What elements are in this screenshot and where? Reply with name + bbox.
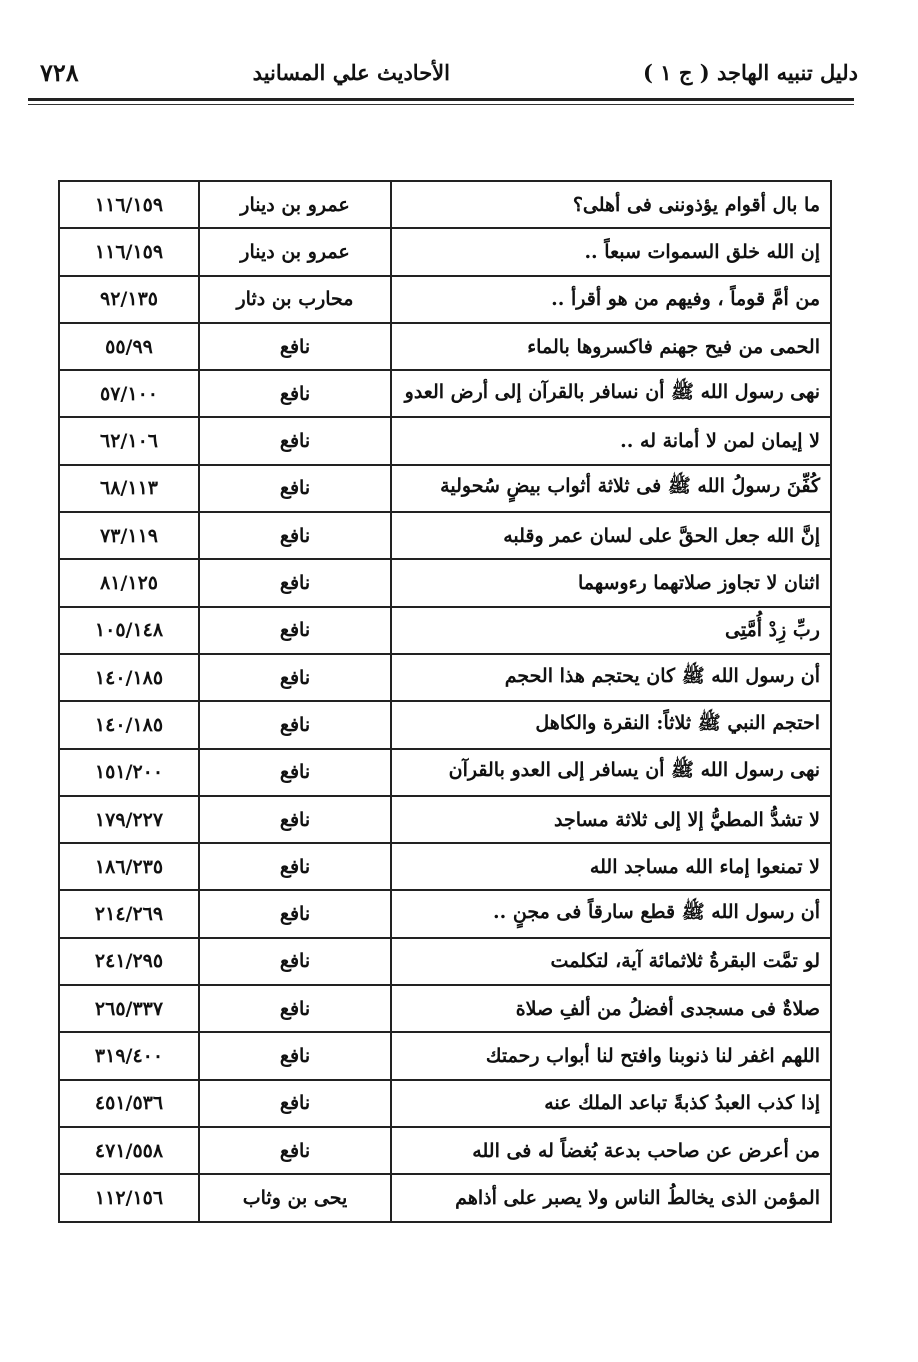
narrator: نافع <box>199 607 391 654</box>
table-row <box>59 607 831 654</box>
hadith-text: لو تمَّت البقرةُ ثلاثمائة آية، لتكلمت <box>391 938 831 985</box>
hadith-text: لا تمنعوا إماء الله مساجد الله <box>391 843 831 890</box>
reference-number: ١٤٠/١٨٥ <box>59 654 199 701</box>
hadith-text: إنَّ الله جعل الحقَّ على لسان عمر وقلبه <box>391 512 831 559</box>
narrator: يحى بن وثاب <box>199 1174 391 1221</box>
hadith-text: صلاةٌ فى مسجدى أفضلُ من ألفِ صلاة <box>391 985 831 1032</box>
reference-number: ٢١٤/٢٦٩ <box>59 890 199 937</box>
reference-number: ١٨٦/٢٣٥ <box>59 843 199 890</box>
table-row <box>59 843 831 890</box>
table-row <box>59 370 831 417</box>
narrator: نافع <box>199 465 391 512</box>
hadith-text: الحمى من فيح جهنم فاكسروها بالماء <box>391 323 831 370</box>
hadith-text: من أعرض عن صاحب بدعة بُغضاً له فى الله <box>391 1127 831 1174</box>
reference-number: ٩٢/١٣٥ <box>59 276 199 323</box>
hadith-text: ربِّ زِدْ أُمَّتِى <box>391 607 831 654</box>
hadith-text: المؤمن الذى يخالطُ الناس ولا يصبر على أذاهم <box>391 1174 831 1221</box>
reference-number: ١١٢/١٥٦ <box>59 1174 199 1221</box>
reference-number: ٣١٩/٤٠٠ <box>59 1032 199 1079</box>
hadith-text: نهى رسول الله ﷺ أن يسافر إلى العدو بالقرآن <box>391 749 831 796</box>
table-row <box>59 890 831 937</box>
table-row <box>59 1127 831 1174</box>
reference-number: ١٧٩/٢٢٧ <box>59 796 199 843</box>
narrator: نافع <box>199 701 391 748</box>
table-row <box>59 796 831 843</box>
header-rule-thick <box>28 98 854 101</box>
table-row <box>59 654 831 701</box>
narrator: نافع <box>199 1127 391 1174</box>
reference-number: ٦٢/١٠٦ <box>59 417 199 464</box>
reference-number: ٢٤١/٢٩٥ <box>59 938 199 985</box>
reference-number: ٦٨/١١٣ <box>59 465 199 512</box>
reference-number: ٨١/١٢٥ <box>59 559 199 606</box>
table-row <box>59 228 831 275</box>
table-row <box>59 465 831 512</box>
reference-number: ١١٦/١٥٩ <box>59 181 199 228</box>
table-row <box>59 985 831 1032</box>
table-row <box>59 323 831 370</box>
narrator: نافع <box>199 512 391 559</box>
table-row <box>59 181 831 228</box>
page-header <box>28 52 858 98</box>
book-title: دليل تنبيه الهاجد ( ج ١ ) <box>643 60 858 85</box>
table-row <box>59 749 831 796</box>
narrator: عمرو بن دينار <box>199 181 391 228</box>
header-rule-thin <box>28 104 854 105</box>
hadith-text: من أمَّ قوماً ، وفيهم من هو أقرأ .. <box>391 276 831 323</box>
reference-number: ٧٣/١١٩ <box>59 512 199 559</box>
narrator: نافع <box>199 370 391 417</box>
table-row <box>59 1080 831 1127</box>
hadith-text: إذا كذب العبدُ كذبةً تباعد الملك عنه <box>391 1080 831 1127</box>
narrator: نافع <box>199 796 391 843</box>
reference-number: ٤٧١/٥٥٨ <box>59 1127 199 1174</box>
table-row <box>59 559 831 606</box>
hadith-index-table <box>58 180 832 1223</box>
narrator: نافع <box>199 843 391 890</box>
narrator: نافع <box>199 654 391 701</box>
table-row <box>59 938 831 985</box>
narrator: عمرو بن دينار <box>199 228 391 275</box>
table-body <box>59 181 831 1222</box>
hadith-text: اللهم اغفر لنا ذنوبنا وافتح لنا أبواب رحمتك <box>391 1032 831 1079</box>
narrator: نافع <box>199 1032 391 1079</box>
reference-number: ٤٥١/٥٣٦ <box>59 1080 199 1127</box>
narrator: نافع <box>199 890 391 937</box>
hadith-text: أن رسول الله ﷺ كان يحتجم هذا الحجم <box>391 654 831 701</box>
narrator: نافع <box>199 559 391 606</box>
section-title: الأحاديث علي المسانيد <box>252 60 450 85</box>
table-row <box>59 701 831 748</box>
hadith-text: لا إيمان لمن لا أمانة له .. <box>391 417 831 464</box>
reference-number: ١٥١/٢٠٠ <box>59 749 199 796</box>
table-row <box>59 1032 831 1079</box>
reference-number: ٥٥/٩٩ <box>59 323 199 370</box>
hadith-text: ما بال أقوام يؤذوننى فى أهلى؟ <box>391 181 831 228</box>
reference-number: ١٠٥/١٤٨ <box>59 607 199 654</box>
page-number: ٧٢٨ <box>40 58 79 87</box>
hadith-text: كُفِّنَ رسولُ الله ﷺ فى ثلاثة أثواب بيضٍ سُحولية <box>391 465 831 512</box>
reference-number: ٢٦٥/٣٣٧ <box>59 985 199 1032</box>
table-row <box>59 512 831 559</box>
hadith-text: نهى رسول الله ﷺ أن نسافر بالقرآن إلى أرض العدو <box>391 370 831 417</box>
table-row <box>59 1174 831 1221</box>
reference-number: ١١٦/١٥٩ <box>59 228 199 275</box>
narrator: نافع <box>199 323 391 370</box>
hadith-text: إن الله خلق السموات سبعاً .. <box>391 228 831 275</box>
narrator: نافع <box>199 938 391 985</box>
narrator: نافع <box>199 749 391 796</box>
reference-number: ١٤٠/١٨٥ <box>59 701 199 748</box>
narrator: نافع <box>199 985 391 1032</box>
reference-number: ٥٧/١٠٠ <box>59 370 199 417</box>
hadith-text: أن رسول الله ﷺ قطع سارقاً فى مجنٍ .. <box>391 890 831 937</box>
table-row <box>59 276 831 323</box>
table-row <box>59 417 831 464</box>
narrator: نافع <box>199 1080 391 1127</box>
hadith-text: احتجم النبي ﷺ ثلاثاً: النقرة والكاهل <box>391 701 831 748</box>
hadith-text: لا تشدُّ المطيُّ إلا إلى ثلاثة مساجد <box>391 796 831 843</box>
narrator: محارب بن دثار <box>199 276 391 323</box>
narrator: نافع <box>199 417 391 464</box>
hadith-text: اثنان لا تجاوز صلاتهما رءوسهما <box>391 559 831 606</box>
